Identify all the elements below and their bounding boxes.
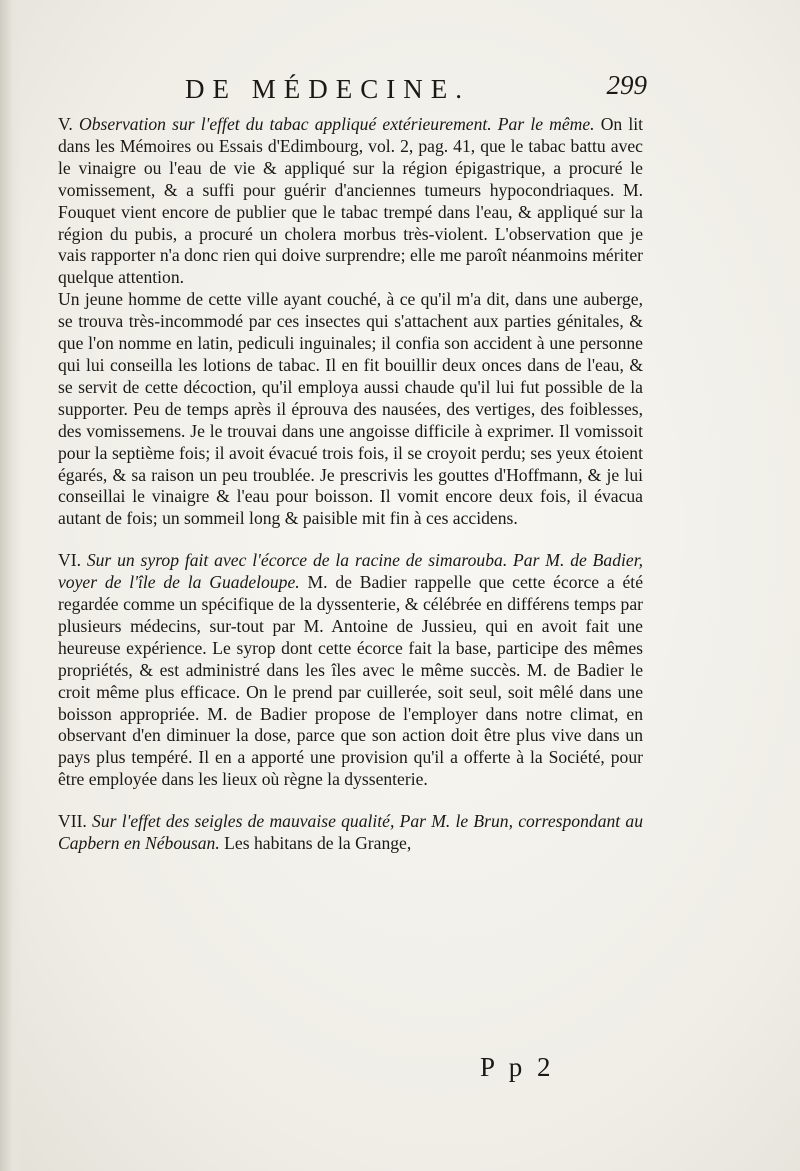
signature-mark: P p 2 — [480, 1052, 555, 1082]
section-title: Sur un syrop fait avec l'écorce de la racine de simarouba. Par M. de Badier, voyer de l'île de la Guadeloupe. — [58, 550, 643, 593]
page-header — [60, 70, 645, 110]
section-body: M. de Badier rappelle que cette écorce a été regardée comme un spécifique de la dyssenterie, & célébrée en différens temps par plusieurs médecins, sur-tout par M. Antoine de Jussieu, qui en avoit fait une heureuse expérience. Le syrop dont cette écorce fait la base, participe des mêmes propriétés, & est administré dans les îles avec le même succès. M. de Badier le croit même plus efficace. On le prend par cuillerée, soit seul, soit mêlé dans une boisson appropriée. M. de Badier propose de l'employer dans notre climat, en observant d'en diminuer la dose, parce que son action doit être plus vive dans un pays plus tempéré. Il en a apporté une provision qu'il a offerte à la Société, pour être employée dans les lieux où règne la dyssenterie. — [58, 572, 643, 790]
paragraph-section-vi — [58, 550, 643, 791]
body-text — [58, 114, 643, 855]
section-body: On lit dans les Mémoires ou Essais d'Edimbourg, vol. 2, pag. 41, que le tabac battu avec le vinaigre ou l'eau de vie & appliqué sur la région épigastrique, a procuré le vomissement, & a suffi pour guérir d'anciennes tumeurs hypocondriaques. M. Fouquet vient encore de publier que le tabac trempé dans l'eau, & appliqué sur la région du pubis, a procuré un cholera morbus très-violent. L'observation que je vais rapporter n'a donc rien qui doive surprendre; elle me paroît néanmoins mériter quelque attention. — [58, 114, 644, 288]
section-title: Sur l'effet des seigles de mauvaise qualité, Par M. le Brun, correspondant au Capbern en Nébousan. — [58, 811, 643, 854]
page-number: 299 — [606, 70, 647, 100]
page-gutter-shadow — [0, 0, 22, 1171]
section-number: VI. — [58, 550, 81, 571]
section-title: Observation sur l'effet du tabac appliqué extérieurement. Par le même. — [78, 114, 595, 134]
section-body: Les habitans de la Grange, — [219, 833, 412, 854]
paragraph-section-vii — [58, 811, 643, 855]
paragraph-case-report: Un jeune homme de cette ville ayant couché, à ce qu'il m'a dit, dans une auberge, se trouva très-incommodé par ces insectes qui s'attachent aux parties génitales, & que l'on nomme en latin, pediculi inguinales; il confia son accident à une personne qui lui conseilla les lotions de tabac. Il en fit bouillir deux onces dans de l'eau, & se servit de cette décoction, qu'il employa aussi chaude qu'il lui fut possible de la supporter. Peu de temps après il éprouva des nausées, des vertiges, des foiblesses, des vomissemens. Je le trouvai dans une angoisse difficile à exprimer. Il vomissoit pour la septième fois; il avoit évacué trois fois, il se croyoit perdu; ses yeux étoient égarés, & sa raison un peu troublée. Je prescrivis les gouttes d'Hoffmann, & je lui conseillai le vinaigre & l'eau pour boisson. Il vomit encore deux fois, il évacua autant de fois; un sommeil long & paisible mit fin à ces accidens. — [58, 289, 643, 529]
section-number: VII. — [58, 811, 87, 832]
running-head: DE MÉDECINE. — [185, 74, 470, 104]
section-number: V. — [58, 114, 73, 134]
paragraph-observation-v — [58, 114, 643, 289]
